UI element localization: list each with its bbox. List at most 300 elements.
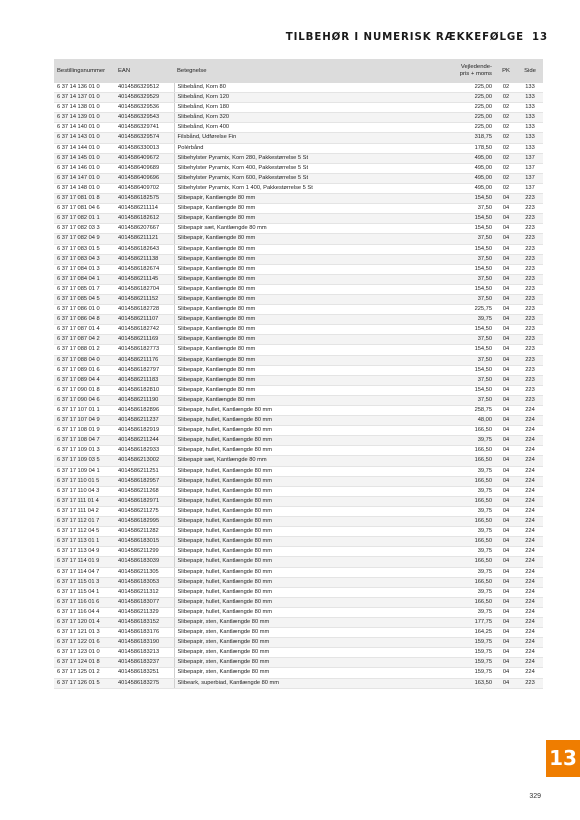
cell-pk: 02 [495, 113, 517, 123]
cell-description: Slibepapir, Kantlængde 80 mm [174, 294, 449, 304]
cell-order-number: 6 37 17 084 01 3 [54, 264, 115, 274]
cell-description: Slibepapir, hullet, Kantlængde 80 mm [174, 517, 449, 527]
table-row [54, 668, 543, 678]
cell-page: 133 [517, 133, 543, 143]
cell-price: 318,75 [449, 133, 495, 143]
cell-pk: 04 [495, 345, 517, 355]
cell-page: 223 [517, 385, 543, 395]
cell-page: 223 [517, 294, 543, 304]
cell-pk: 02 [495, 103, 517, 113]
cell-description: Slibepapir, hullet, Kantlængde 80 mm [174, 476, 449, 486]
cell-order-number: 6 37 17 120 01 4 [54, 617, 115, 627]
cell-description: Slibepapir, sten, Kantlængde 80 mm [174, 638, 449, 648]
table-row [54, 214, 543, 224]
cell-price: 164,25 [449, 628, 495, 638]
cell-description: Slibepapir, hullet, Kantlængde 80 mm [174, 446, 449, 456]
cell-ean: 4014586211275 [115, 506, 174, 516]
cell-pk: 02 [495, 173, 517, 183]
cell-order-number: 6 37 17 081 01 8 [54, 194, 115, 204]
cell-order-number: 6 37 17 110 01 5 [54, 476, 115, 486]
table-row [54, 345, 543, 355]
cell-order-number: 6 37 17 112 01 7 [54, 517, 115, 527]
cell-price: 225,00 [449, 103, 495, 113]
cell-pk: 04 [495, 294, 517, 304]
cell-page: 133 [517, 93, 543, 103]
cell-pk: 04 [495, 506, 517, 516]
cell-price: 159,75 [449, 648, 495, 658]
table-row [54, 153, 543, 163]
table-row [54, 305, 543, 315]
cell-page: 133 [517, 103, 543, 113]
cell-description: Slibehylster Pyramix, Korn 600, Pakkestørrelse 5 St [174, 173, 449, 183]
cell-order-number: 6 37 17 082 03 3 [54, 224, 115, 234]
table-row [54, 456, 543, 466]
table-row [54, 446, 543, 456]
cell-ean: 4014586329543 [115, 113, 174, 123]
cell-page: 137 [517, 183, 543, 193]
cell-description: Slibepapir, hullet, Kantlængde 80 mm [174, 486, 449, 496]
cell-page: 224 [517, 486, 543, 496]
cell-description: Slibebånd, Korn 180 [174, 103, 449, 113]
col-order-number: Bestillingsnummer [54, 59, 115, 83]
cell-price: 154,50 [449, 345, 495, 355]
col-page: Side [517, 59, 543, 83]
table-row [54, 355, 543, 365]
cell-page: 223 [517, 335, 543, 345]
cell-order-number: 6 37 17 114 04 7 [54, 567, 115, 577]
cell-pk: 04 [495, 355, 517, 365]
table-row [54, 143, 543, 153]
table-row [54, 385, 543, 395]
cell-description: Slibebånd, Korn 80 [174, 83, 449, 93]
table-row [54, 375, 543, 385]
cell-description: Slibepapir, Kantlængde 80 mm [174, 325, 449, 335]
cell-ean: 4014586182810 [115, 385, 174, 395]
cell-price: 225,75 [449, 305, 495, 315]
cell-pk: 04 [495, 607, 517, 617]
cell-pk: 04 [495, 597, 517, 607]
cell-ean: 4014586330013 [115, 143, 174, 153]
cell-page: 224 [517, 416, 543, 426]
cell-page: 224 [517, 557, 543, 567]
col-pk: PK [495, 59, 517, 83]
cell-ean: 4014586183237 [115, 658, 174, 668]
cell-description: Slibepapir, Kantlængde 80 mm [174, 264, 449, 274]
cell-price: 225,00 [449, 123, 495, 133]
cell-page: 137 [517, 173, 543, 183]
section-number: 13 [532, 32, 548, 43]
table-row [54, 547, 543, 557]
cell-ean: 4014586183039 [115, 557, 174, 567]
cell-price: 166,50 [449, 426, 495, 436]
cell-ean: 4014586329536 [115, 103, 174, 113]
cell-price: 159,75 [449, 638, 495, 648]
cell-order-number: 6 37 17 082 01 1 [54, 214, 115, 224]
cell-ean: 4014586211183 [115, 375, 174, 385]
cell-price: 39,75 [449, 587, 495, 597]
cell-price: 154,50 [449, 224, 495, 234]
cell-ean: 4014586211121 [115, 234, 174, 244]
cell-description: Slibepapir, Kantlængde 80 mm [174, 204, 449, 214]
cell-ean: 4014586211169 [115, 335, 174, 345]
cell-page: 137 [517, 153, 543, 163]
cell-order-number: 6 37 17 113 01 1 [54, 537, 115, 547]
table-row [54, 416, 543, 426]
cell-pk: 04 [495, 416, 517, 426]
table-row [54, 648, 543, 658]
cell-price: 39,75 [449, 466, 495, 476]
cell-description: Slibebånd, Korn 320 [174, 113, 449, 123]
cell-description: Slibepapir, sten, Kantlængde 80 mm [174, 617, 449, 627]
cell-pk: 04 [495, 527, 517, 537]
cell-pk: 04 [495, 577, 517, 587]
cell-ean: 4014586182919 [115, 426, 174, 436]
cell-description: Slibepapir, Kantlængde 80 mm [174, 194, 449, 204]
cell-page: 224 [517, 597, 543, 607]
cell-page: 224 [517, 406, 543, 416]
cell-order-number: 6 37 14 136 01 0 [54, 83, 115, 93]
cell-pk: 02 [495, 123, 517, 133]
cell-price: 225,00 [449, 93, 495, 103]
cell-order-number: 6 37 17 090 01 8 [54, 385, 115, 395]
cell-ean: 4014586409689 [115, 163, 174, 173]
table-row [54, 194, 543, 204]
page-number: 329 [529, 793, 541, 800]
cell-order-number: 6 37 17 087 04 2 [54, 335, 115, 345]
cell-description: Slibebånd, Korn 120 [174, 93, 449, 103]
cell-description: Slibepapir, sten, Kantlængde 80 mm [174, 668, 449, 678]
cell-description: Slibepapir, Kantlængde 80 mm [174, 385, 449, 395]
table-row [54, 476, 543, 486]
cell-pk: 02 [495, 163, 517, 173]
cell-description: Slibepapir, hullet, Kantlængde 80 mm [174, 587, 449, 597]
cell-description: Slibepapir, hullet, Kantlængde 80 mm [174, 567, 449, 577]
cell-page: 223 [517, 244, 543, 254]
table-row [54, 284, 543, 294]
cell-description: Slibehylster Pyramix, Korn 400, Pakkestørrelse 5 St [174, 163, 449, 173]
cell-pk: 04 [495, 678, 517, 688]
cell-page: 224 [517, 537, 543, 547]
cell-ean: 4014586182575 [115, 194, 174, 204]
cell-ean: 4014586182728 [115, 305, 174, 315]
cell-price: 166,50 [449, 597, 495, 607]
cell-price: 154,50 [449, 214, 495, 224]
cell-ean: 4014586182797 [115, 365, 174, 375]
cell-pk: 04 [495, 365, 517, 375]
cell-order-number: 6 37 14 138 01 0 [54, 103, 115, 113]
cell-description: Slibepapir, Kantlængde 80 mm [174, 355, 449, 365]
cell-page: 223 [517, 345, 543, 355]
col-description: Betegnelse [174, 59, 449, 83]
cell-order-number: 6 37 17 107 04 9 [54, 416, 115, 426]
cell-order-number: 6 37 17 111 01 4 [54, 496, 115, 506]
cell-pk: 04 [495, 628, 517, 638]
cell-order-number: 6 37 17 085 04 5 [54, 294, 115, 304]
cell-page: 223 [517, 194, 543, 204]
table-row [54, 607, 543, 617]
cell-price: 39,75 [449, 436, 495, 446]
table-row [54, 133, 543, 143]
page-header [0, 32, 548, 43]
cell-order-number: 6 37 17 109 04 1 [54, 466, 115, 476]
cell-page: 223 [517, 254, 543, 264]
cell-page: 224 [517, 638, 543, 648]
cell-ean: 4014586182896 [115, 406, 174, 416]
cell-description: Slibepapir, Kantlængde 80 mm [174, 375, 449, 385]
cell-order-number: 6 37 17 121 01 3 [54, 628, 115, 638]
cell-page: 133 [517, 113, 543, 123]
cell-order-number: 6 37 17 115 01 3 [54, 577, 115, 587]
cell-order-number: 6 37 17 108 04 7 [54, 436, 115, 446]
table-row [54, 83, 543, 93]
cell-order-number: 6 37 17 113 04 9 [54, 547, 115, 557]
cell-price: 39,75 [449, 567, 495, 577]
cell-pk: 04 [495, 557, 517, 567]
cell-ean: 4014586213002 [115, 456, 174, 466]
cell-page: 133 [517, 123, 543, 133]
cell-description: Slibehylster Pyramix, Korn 280, Pakkestørrelse 5 St [174, 153, 449, 163]
cell-order-number: 6 37 14 139 01 0 [54, 113, 115, 123]
cell-price: 495,00 [449, 163, 495, 173]
cell-pk: 04 [495, 194, 517, 204]
cell-pk: 04 [495, 456, 517, 466]
cell-page: 224 [517, 587, 543, 597]
cell-ean: 4014586183077 [115, 597, 174, 607]
cell-page: 223 [517, 375, 543, 385]
cell-page: 224 [517, 496, 543, 506]
cell-pk: 04 [495, 406, 517, 416]
cell-order-number: 6 37 17 086 01 0 [54, 305, 115, 315]
cell-price: 154,50 [449, 244, 495, 254]
table-row [54, 315, 543, 325]
table-row [54, 426, 543, 436]
cell-ean: 4014586183190 [115, 638, 174, 648]
cell-page: 224 [517, 628, 543, 638]
cell-page: 224 [517, 648, 543, 658]
cell-order-number: 6 37 17 089 01 6 [54, 365, 115, 375]
table-row [54, 517, 543, 527]
cell-pk: 04 [495, 668, 517, 678]
cell-page: 223 [517, 315, 543, 325]
cell-order-number: 6 37 17 124 01 8 [54, 658, 115, 668]
cell-page: 224 [517, 567, 543, 577]
cell-description: Slibepapir, hullet, Kantlængde 80 mm [174, 496, 449, 506]
cell-page: 223 [517, 355, 543, 365]
table-row [54, 103, 543, 113]
table-row [54, 597, 543, 607]
table-row [54, 486, 543, 496]
cell-price: 166,50 [449, 446, 495, 456]
cell-page: 133 [517, 83, 543, 93]
table-row [54, 163, 543, 173]
table-row [54, 537, 543, 547]
cell-pk: 04 [495, 395, 517, 405]
cell-ean: 4014586182773 [115, 345, 174, 355]
cell-order-number: 6 37 17 090 04 6 [54, 395, 115, 405]
cell-pk: 04 [495, 234, 517, 244]
cell-page: 223 [517, 305, 543, 315]
cell-ean: 4014586182742 [115, 325, 174, 335]
cell-description: Slibepapir, Kantlængde 80 mm [174, 305, 449, 315]
cell-price: 225,00 [449, 83, 495, 93]
cell-pk: 04 [495, 466, 517, 476]
cell-ean: 4014586211305 [115, 567, 174, 577]
cell-price: 37,50 [449, 335, 495, 345]
table-row [54, 325, 543, 335]
cell-order-number: 6 37 14 147 01 0 [54, 173, 115, 183]
cell-description: Slibeark, superbiad, Kantlængde 80 mm [174, 678, 449, 688]
cell-ean: 4014586182971 [115, 496, 174, 506]
cell-description: Slibepapir, Kantlængde 80 mm [174, 284, 449, 294]
cell-page: 224 [517, 617, 543, 627]
table-row [54, 557, 543, 567]
cell-price: 37,50 [449, 274, 495, 284]
cell-ean: 4014586183015 [115, 537, 174, 547]
cell-pk: 04 [495, 436, 517, 446]
cell-order-number: 6 37 17 112 04 5 [54, 527, 115, 537]
cell-price: 39,75 [449, 607, 495, 617]
cell-order-number: 6 37 14 140 01 0 [54, 123, 115, 133]
col-price-label: Vejledende- pris + moms [459, 64, 492, 77]
table-row [54, 335, 543, 345]
cell-price: 178,50 [449, 143, 495, 153]
cell-price: 37,50 [449, 254, 495, 264]
cell-description: Slibepapir, hullet, Kantlængde 80 mm [174, 416, 449, 426]
cell-pk: 04 [495, 254, 517, 264]
cell-order-number: 6 37 17 109 01 3 [54, 446, 115, 456]
col-price [449, 59, 495, 83]
cell-price: 39,75 [449, 506, 495, 516]
cell-order-number: 6 37 14 143 01 0 [54, 133, 115, 143]
cell-ean: 4014586211251 [115, 466, 174, 476]
cell-ean: 4014586211114 [115, 204, 174, 214]
cell-price: 177,75 [449, 617, 495, 627]
cell-order-number: 6 37 17 107 01 1 [54, 406, 115, 416]
cell-order-number: 6 37 14 148 01 0 [54, 183, 115, 193]
cell-ean: 4014586211190 [115, 395, 174, 405]
cell-order-number: 6 37 17 087 01 4 [54, 325, 115, 335]
cell-price: 154,50 [449, 194, 495, 204]
cell-ean: 4014586182674 [115, 264, 174, 274]
cell-pk: 04 [495, 204, 517, 214]
cell-page: 133 [517, 143, 543, 153]
cell-pk: 04 [495, 547, 517, 557]
cell-page: 223 [517, 274, 543, 284]
table-row [54, 436, 543, 446]
cell-description: Slibebånd, Korn 400 [174, 123, 449, 133]
cell-ean: 4014586182643 [115, 244, 174, 254]
cell-page: 224 [517, 577, 543, 587]
table-row [54, 527, 543, 537]
table-row [54, 234, 543, 244]
cell-price: 39,75 [449, 547, 495, 557]
table-row [54, 183, 543, 193]
cell-page: 137 [517, 163, 543, 173]
cell-description: Slibepapir, hullet, Kantlængde 80 mm [174, 597, 449, 607]
cell-ean: 4014586182704 [115, 284, 174, 294]
table-row [54, 395, 543, 405]
cell-pk: 04 [495, 214, 517, 224]
cell-pk: 04 [495, 325, 517, 335]
cell-page: 224 [517, 658, 543, 668]
cell-pk: 04 [495, 305, 517, 315]
cell-price: 258,75 [449, 406, 495, 416]
cell-pk: 04 [495, 496, 517, 506]
cell-description: Slibepapir, hullet, Kantlængde 80 mm [174, 506, 449, 516]
cell-pk: 04 [495, 284, 517, 294]
cell-price: 154,50 [449, 365, 495, 375]
table-row [54, 224, 543, 234]
cell-order-number: 6 37 17 083 04 3 [54, 254, 115, 264]
cell-pk: 04 [495, 244, 517, 254]
cell-description: Slibepapir, Kantlængde 80 mm [174, 214, 449, 224]
cell-order-number: 6 37 17 126 01 5 [54, 678, 115, 688]
cell-ean: 4014586211268 [115, 486, 174, 496]
cell-order-number: 6 37 17 088 04 0 [54, 355, 115, 365]
cell-page: 224 [517, 456, 543, 466]
cell-ean: 4014586183053 [115, 577, 174, 587]
cell-page: 223 [517, 678, 543, 688]
cell-ean: 4014586211299 [115, 547, 174, 557]
cell-order-number: 6 37 17 111 04 2 [54, 506, 115, 516]
cell-description: Slibepapir, hullet, Kantlængde 80 mm [174, 466, 449, 476]
cell-pk: 02 [495, 133, 517, 143]
cell-price: 166,50 [449, 577, 495, 587]
cell-price: 37,50 [449, 294, 495, 304]
cell-ean: 4014586207667 [115, 224, 174, 234]
cell-pk: 04 [495, 375, 517, 385]
table-row [54, 506, 543, 516]
cell-pk: 04 [495, 617, 517, 627]
cell-ean: 4014586211138 [115, 254, 174, 264]
cell-price: 39,75 [449, 486, 495, 496]
table-row [54, 406, 543, 416]
cell-price: 37,50 [449, 234, 495, 244]
cell-order-number: 6 37 17 084 04 1 [54, 274, 115, 284]
table-row [54, 113, 543, 123]
cell-pk: 04 [495, 446, 517, 456]
table-row [54, 264, 543, 274]
cell-ean: 4014586211329 [115, 607, 174, 617]
cell-pk: 02 [495, 183, 517, 193]
cell-description: Slibepapir sæt, Kantlængde 80 mm [174, 224, 449, 234]
table-row [54, 294, 543, 304]
table-row [54, 617, 543, 627]
table-row [54, 628, 543, 638]
cell-price: 166,50 [449, 537, 495, 547]
cell-ean: 4014586329741 [115, 123, 174, 133]
cell-page: 223 [517, 204, 543, 214]
cell-ean: 4014586329529 [115, 93, 174, 103]
cell-ean: 4014586409672 [115, 153, 174, 163]
cell-order-number: 6 37 14 144 01 0 [54, 143, 115, 153]
cell-price: 495,00 [449, 173, 495, 183]
cell-ean: 4014586329574 [115, 133, 174, 143]
cell-description: Slibepapir, hullet, Kantlængde 80 mm [174, 607, 449, 617]
cell-ean: 4014586211145 [115, 274, 174, 284]
cell-page: 224 [517, 446, 543, 456]
cell-ean: 4014586183213 [115, 648, 174, 658]
table-row [54, 466, 543, 476]
table-row [54, 93, 543, 103]
cell-description: Slibepapir, sten, Kantlængde 80 mm [174, 628, 449, 638]
cell-page: 224 [517, 607, 543, 617]
cell-order-number: 6 37 17 115 04 1 [54, 587, 115, 597]
cell-order-number: 6 37 17 110 04 3 [54, 486, 115, 496]
cell-price: 166,50 [449, 517, 495, 527]
cell-price: 225,00 [449, 113, 495, 123]
table-row [54, 577, 543, 587]
